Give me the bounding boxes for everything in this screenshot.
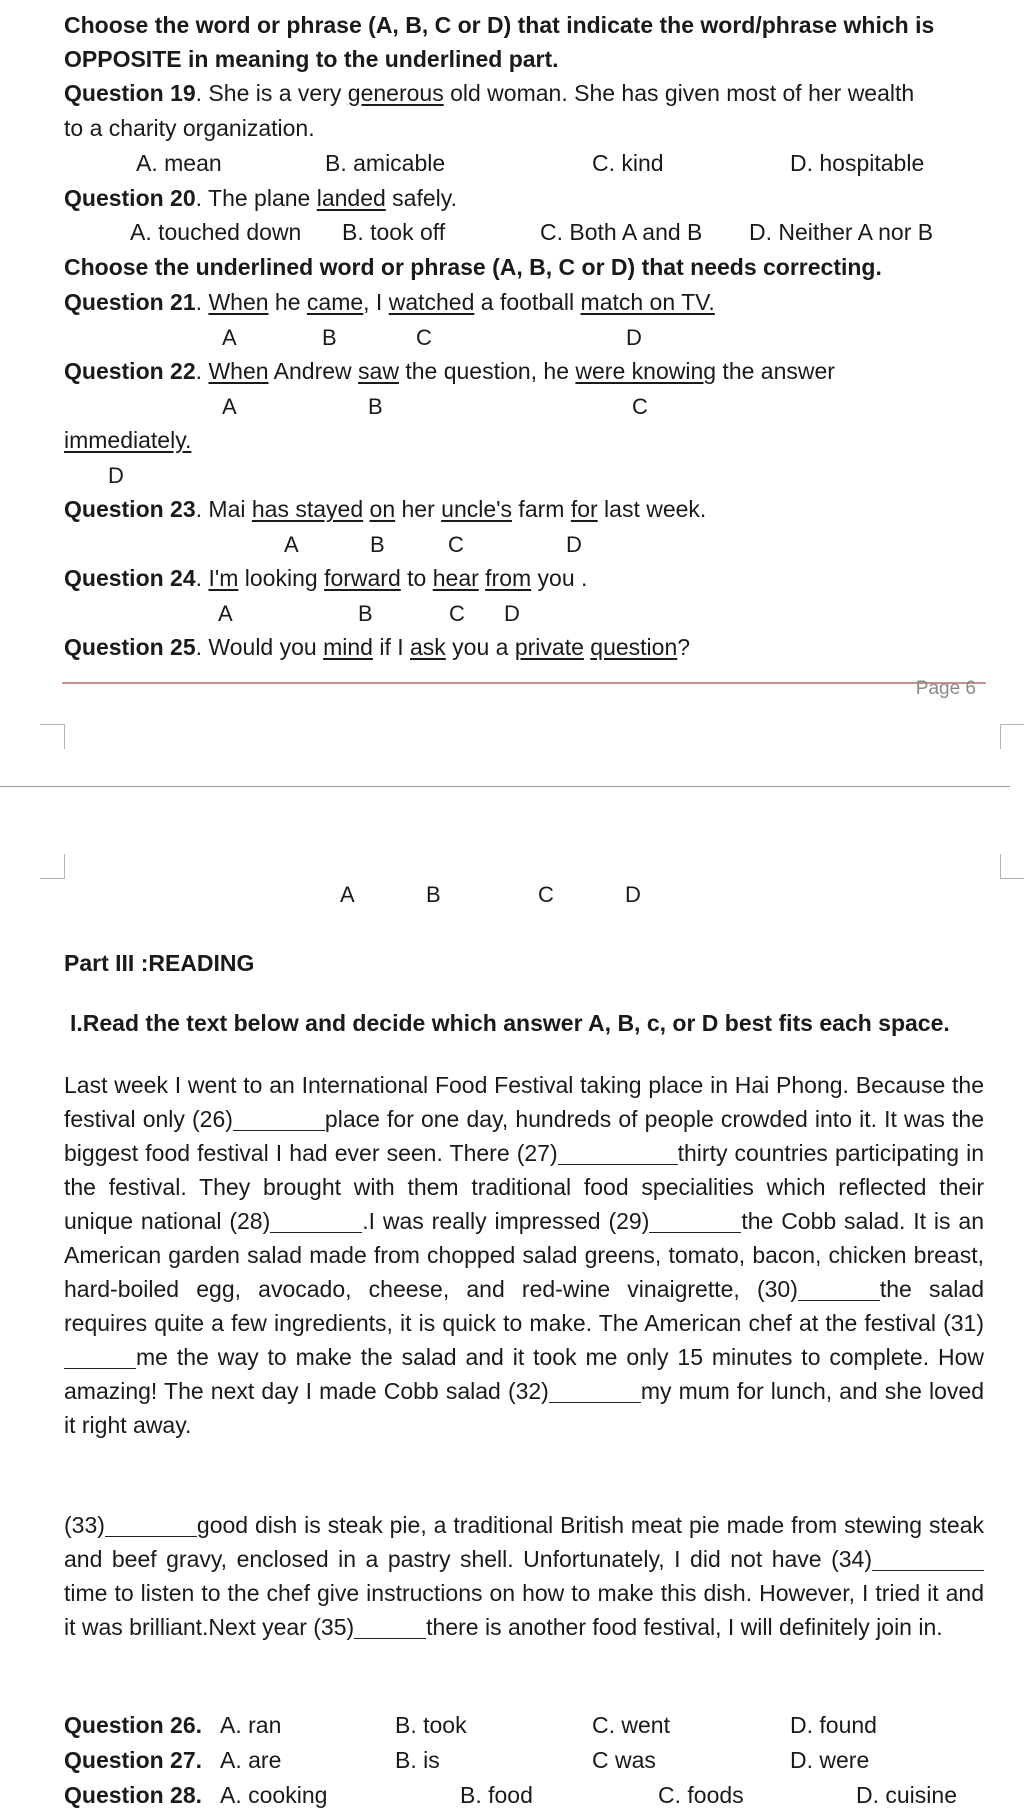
question-21-part-b: came — [306, 289, 364, 315]
question-21-part-d: match on TV. — [580, 289, 715, 315]
instruction-opposite-line1: Choose the word or phrase (A, B, C or D) that indicate the word/phrase which is — [64, 12, 935, 38]
blank-29 — [649, 1210, 741, 1233]
page-corner-bottom-left — [40, 854, 65, 879]
question-27-option-d: D. were — [790, 1747, 870, 1773]
page-number: Page 6 — [915, 678, 976, 699]
question-19: Question 19. She is a very generous old woman. She has given most of her wealth — [64, 80, 915, 106]
blank-28 — [270, 1210, 362, 1233]
question-25-letter-a: A — [340, 882, 355, 907]
question-27-option-a: A. are — [220, 1747, 282, 1773]
question-23: Question 23. Mai has stayed on her uncle's farm for last week. — [64, 496, 707, 522]
question-23-letter-b: B — [370, 532, 385, 557]
part-title: Part III :READING — [64, 950, 255, 976]
question-25-label: Question 25 — [64, 634, 196, 660]
question-23-part-d: for — [570, 496, 598, 522]
instruction-correct: Choose the underlined word or phrase (A, B, C or D) that needs correcting. — [64, 254, 882, 280]
question-26-option-c: C. went — [592, 1712, 670, 1738]
blank-30 — [798, 1278, 880, 1301]
question-20-option-c: C. Both A and B — [540, 219, 703, 245]
instruction-opposite-line2: OPPOSITE in meaning to the underlined part. — [64, 46, 559, 72]
question-22-label: Question 22 — [64, 358, 196, 384]
blank-35 — [354, 1616, 426, 1639]
question-27-label: Question 27. — [64, 1747, 203, 1773]
question-26-label: Question 26. — [64, 1712, 203, 1738]
page-corner-top-right — [1000, 724, 1024, 749]
question-25-letter-d: D — [625, 882, 641, 907]
question-28-option-b: B. food — [460, 1782, 533, 1808]
question-23-letter-d: D — [566, 532, 582, 557]
reading-passage-paragraph-2: (33) good dish is steak pie, a traditional British meat pie made from stewing steak and beef gravy, enclosed in a pastry shell. Unfortunately, I did not have (34)time to listen to the chef give instructions on how to make this dish. However, I tried it and it was brilliant.Next year (35) there is another food festival, I will definitely join in. — [64, 1512, 984, 1640]
blank-27 — [558, 1142, 678, 1165]
question-22-part-d: immediately. — [64, 427, 192, 453]
blank-32 — [549, 1380, 641, 1403]
question-24-letter-c: C — [449, 601, 465, 626]
question-19-label: Question 19 — [64, 80, 196, 106]
question-21-letter-a: A — [222, 325, 237, 350]
question-20-label: Question 20 — [64, 185, 196, 211]
question-23-label: Question 23 — [64, 496, 196, 522]
page-corner-top-left — [40, 724, 65, 749]
question-21-letter-b: B — [322, 325, 337, 350]
question-22-part-c: were knowing — [575, 358, 717, 384]
question-23-letter-c: C — [448, 532, 464, 557]
reading-instruction: I.Read the text below and decide which answer A, B, c, or D best fits each space. — [70, 1010, 950, 1036]
page-footer-rule — [62, 682, 986, 684]
question-21-label: Question 21 — [64, 289, 196, 315]
question-21: Question 21. When he came, I watched a football match on TV. — [64, 289, 715, 315]
question-25-part-b: ask — [410, 634, 446, 660]
question-25-letter-c: C — [538, 882, 554, 907]
question-19-option-b: B. amicable — [325, 150, 446, 176]
question-25-part-a: mind — [323, 634, 373, 660]
question-24-letter-d: D — [504, 601, 520, 626]
question-24-part-d: from — [485, 565, 532, 591]
question-24: Question 24. I'm looking forward to hear from you . — [64, 565, 588, 591]
question-22-part-b: saw — [358, 358, 399, 384]
question-22-letter-a: A — [222, 394, 237, 419]
question-26-option-d: D. found — [790, 1712, 877, 1738]
question-22-letter-b: B — [368, 394, 383, 419]
blank-26 — [233, 1108, 325, 1131]
question-22-part-a: When — [208, 358, 269, 384]
page-gap-separator — [0, 786, 1010, 787]
question-28-label: Question 28. — [64, 1782, 203, 1808]
question-21-part-a: When — [208, 289, 269, 315]
question-19-option-d: D. hospitable — [790, 150, 925, 176]
question-23-letter-a: A — [284, 532, 299, 557]
blank-31 — [64, 1346, 136, 1369]
page-corner-bottom-right — [1000, 854, 1024, 879]
question-24-letter-a: A — [218, 601, 233, 626]
question-25-part-c: private — [514, 634, 584, 660]
question-20-option-d: D. Neither A nor B — [749, 219, 934, 245]
question-23-part-b: on — [369, 496, 396, 522]
question-24-part-b: forward — [324, 565, 401, 591]
blank-33 — [105, 1514, 197, 1537]
question-24-label: Question 24 — [64, 565, 196, 591]
question-22-letter-c: C — [632, 394, 648, 419]
reading-passage-paragraph-1: Last week I went to an International Food Festival taking place in Hai Phong. Because the festival only (26) place for one day, hundreds of people crowded into it. It was the biggest food festival I had ever seen. There (27) thirty countries participating in the festival. They brought with them traditional food specialities which reflected their unique national (28) .I was really impressed (29) the Cobb salad. It is an American garden salad made from chopped salad greens, tomato, bacon, chicken breast, hard-boiled egg, avocado, cheese, and red-wine vinaigrette, (30) the salad requires quite a few ingredients, it is quick to make. The American chef at the festival (31)me the way to make the salad and it took me only 15 minutes to complete. How amazing! The next day I made Cobb salad (32) my mum for lunch, and she loved it right away. — [64, 1072, 984, 1438]
question-24-letter-b: B — [358, 601, 373, 626]
question-20: Question 20. The plane landed safely. — [64, 185, 457, 211]
question-20-underlined-word: landed — [316, 185, 386, 211]
question-27-option-c: C was — [592, 1747, 656, 1773]
question-28-option-c: C. foods — [658, 1782, 744, 1808]
question-19-underlined-word: generous — [347, 80, 444, 106]
question-26-option-b: B. took — [395, 1712, 467, 1738]
question-21-letter-d: D — [626, 325, 642, 350]
question-22-letter-d: D — [108, 463, 124, 488]
question-25-part-d: question — [590, 634, 678, 660]
question-19-option-a: A. mean — [136, 150, 222, 176]
blank-34 — [872, 1548, 984, 1571]
question-28-option-a: A. cooking — [220, 1782, 328, 1808]
question-26-option-a: A. ran — [220, 1712, 282, 1738]
question-25: Question 25. Would you mind if I ask you a private question? — [64, 634, 691, 660]
question-20-option-a: A. touched down — [130, 219, 302, 245]
question-21-part-c: watched — [388, 289, 475, 315]
question-24-part-a: I'm — [208, 565, 239, 591]
question-23-part-c: uncle's — [441, 496, 513, 522]
question-20-option-b: B. took off — [342, 219, 446, 245]
question-21-letter-c: C — [416, 325, 432, 350]
question-23-part-a: has stayed — [251, 496, 364, 522]
question-25-letter-b: B — [426, 882, 441, 907]
question-19-option-c: C. kind — [592, 150, 664, 176]
question-19-line2: to a charity organization. — [64, 115, 315, 141]
question-24-part-c: hear — [432, 565, 479, 591]
question-28-option-d: D. cuisine — [856, 1782, 957, 1808]
question-27-option-b: B. is — [395, 1747, 440, 1773]
question-22: Question 22. When Andrew saw the question, he were knowing the answer — [64, 358, 835, 384]
